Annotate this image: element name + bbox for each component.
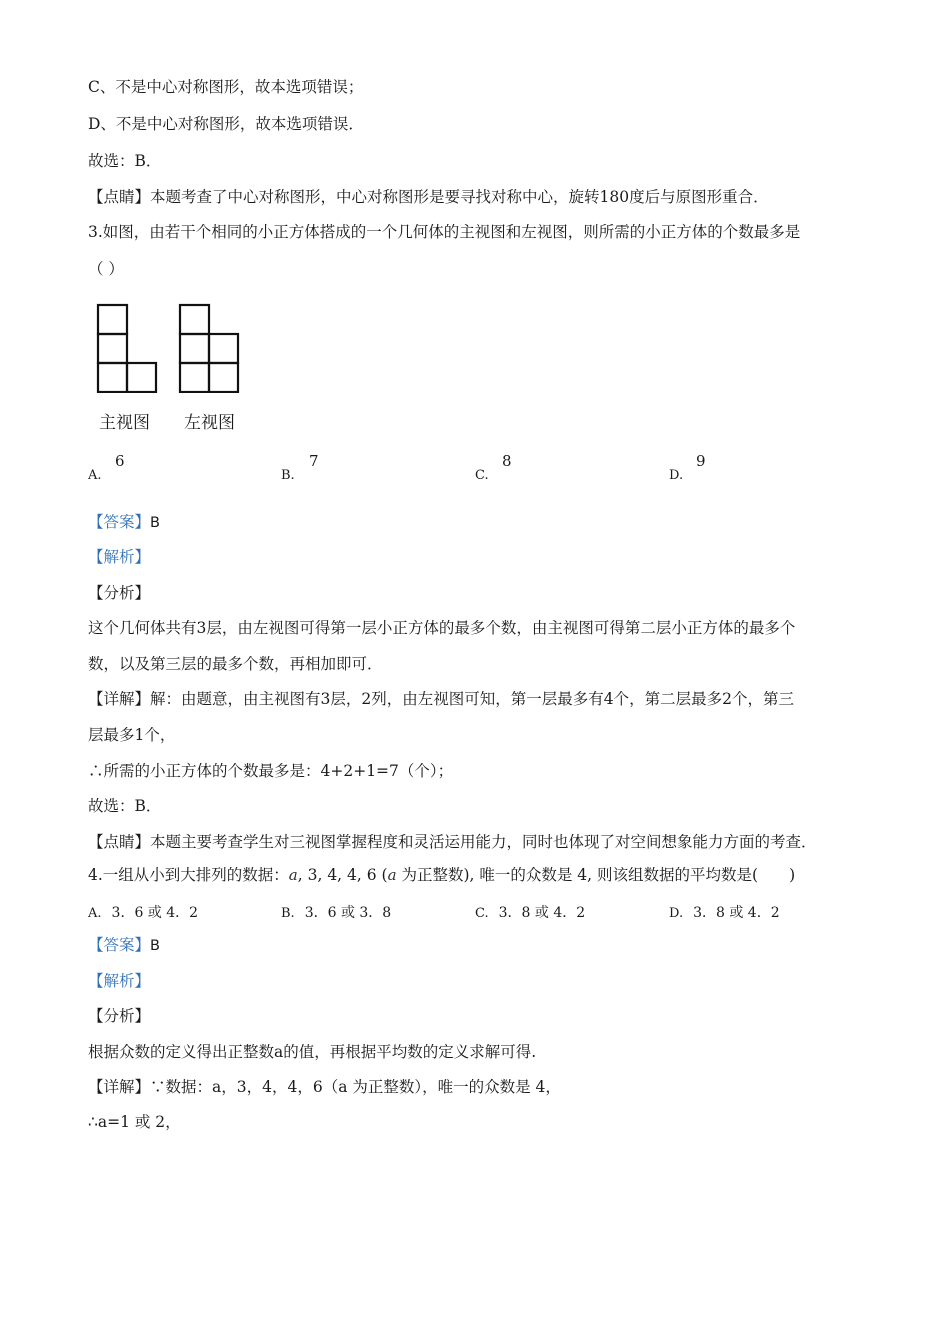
q4-option-c: [475, 902, 585, 922]
q3-option-a-value: 6: [115, 452, 125, 470]
q4-option-a: [88, 902, 198, 922]
detail-tag: 【详解】: [88, 1078, 151, 1096]
q4-stem-b: , 3, 4, 4, 6 (: [297, 866, 388, 884]
cube-square: [180, 363, 209, 392]
q3-stem: 3.如图，由若干个相同的小正方体搭成的一个几何体的主视图和左视图，则所需的小正方体的个数最多是: [88, 223, 801, 241]
q4-option-d: [669, 902, 780, 922]
option-letter: D.: [669, 906, 684, 921]
dianjing-tag: 【点睛】: [88, 833, 151, 851]
q4-answer: [88, 934, 870, 957]
q2-dianjing: [88, 186, 870, 208]
q3-option-c-letter: C.: [475, 468, 489, 483]
text-line: D、不是中心对称图形，故本选项错误．: [88, 115, 364, 133]
detail-text: ∵数据：a，3，4，4，6（a 为正整数），唯一的众数是 4，: [150, 1078, 561, 1096]
q3-detail-1: [88, 688, 870, 710]
q3-option-a-letter: A.: [88, 468, 102, 483]
option-letter: C.: [475, 906, 489, 921]
cube-square: [98, 363, 127, 392]
q3-option-d-value: 9: [696, 452, 706, 470]
cube-square: [180, 305, 209, 334]
q4-detail-2: ∴a=1 或 2，: [88, 1113, 181, 1131]
cube-square: [127, 363, 156, 392]
q3-option-b-value: 7: [309, 452, 319, 470]
answer-value: B: [150, 515, 160, 531]
answer-value: B: [150, 938, 160, 954]
q3-answer: [88, 511, 870, 534]
q3-option-b-letter: B.: [281, 468, 295, 483]
option-letter: A.: [88, 906, 102, 921]
q4-stem: [88, 864, 870, 886]
option-value: 3．6 或 3．8: [304, 905, 392, 921]
q3-option-d-letter: D.: [669, 468, 684, 483]
q3-option-c-value: 8: [502, 452, 512, 470]
cube-square: [209, 363, 238, 392]
dianjing-text: 本题主要考查学生对三视图掌握程度和灵活运用能力，同时也体现了对空间想象能力方面的考查．: [150, 833, 817, 851]
q4-jiexi: 【解析】: [88, 972, 151, 990]
q4-fenxi: 根据众数的定义得出正整数a的值，再根据平均数的定义求解可得.: [88, 1043, 537, 1061]
q3-dianjing: [88, 831, 870, 853]
q4-option-b: [281, 902, 391, 922]
q3-fenxi-2: 数，以及第三层的最多个数，再相加即可．: [88, 655, 383, 673]
cube-square: [209, 334, 238, 363]
q4-stem-a: 4.一组从小到大排列的数据：: [88, 866, 289, 884]
text-line: 故选：B．: [88, 152, 162, 170]
option-letter: B.: [281, 906, 295, 921]
q3-fenxi-1: 这个几何体共有3层，由左视图可得第一层小正方体的最多个数，由主视图可得第二层小正方体的最多个: [88, 619, 796, 637]
front-view-figure: [96, 303, 158, 393]
cube-square: [98, 334, 127, 363]
answer-tag: 【答案】: [88, 936, 151, 954]
left-view-figure: [178, 303, 240, 393]
q3-jiexi: 【解析】: [88, 548, 151, 566]
q3-paren: （ ）: [88, 260, 124, 278]
q4-detail-1: [88, 1076, 870, 1098]
left-view-label: 左视图: [184, 413, 235, 433]
front-view-label: 主视图: [99, 413, 150, 433]
option-value: 3．8 或 4．2: [498, 905, 586, 921]
q3-detail-3: ∴所需的小正方体的个数最多是：4+2+1=7（个）；: [88, 762, 454, 780]
q3-fenxi-tag: 【分析】: [88, 584, 151, 602]
cube-square: [180, 334, 209, 363]
cube-square: [98, 305, 127, 334]
q4-stem-c: 为正整数), 唯一的众数是 4, 则该组数据的平均数是( ): [396, 866, 796, 884]
option-value: 3．6 或 4．2: [111, 905, 199, 921]
dianjing-tag: 【点睛】: [88, 188, 151, 206]
q3-choose: 故选：B．: [88, 797, 162, 815]
var-a: a: [387, 866, 397, 884]
detail-tag: 【详解】: [88, 690, 151, 708]
dianjing-text: 本题考查了中心对称图形，中心对称图形是要寻找对称中心，旋转180度后与原图形重合．: [150, 188, 769, 206]
q4-fenxi-tag: 【分析】: [88, 1007, 151, 1025]
answer-tag: 【答案】: [88, 513, 151, 531]
text-line: C、不是中心对称图形，故本选项错误；: [88, 78, 364, 96]
var-a: a: [288, 866, 298, 884]
option-value: 3．8 或 4．2: [693, 905, 780, 921]
q3-detail-2: 层最多1个，: [88, 726, 176, 744]
detail-text: 解：由题意，由主视图有3层，2列，由左视图可知，第一层最多有4个，第二层最多2个，第三: [150, 690, 794, 708]
